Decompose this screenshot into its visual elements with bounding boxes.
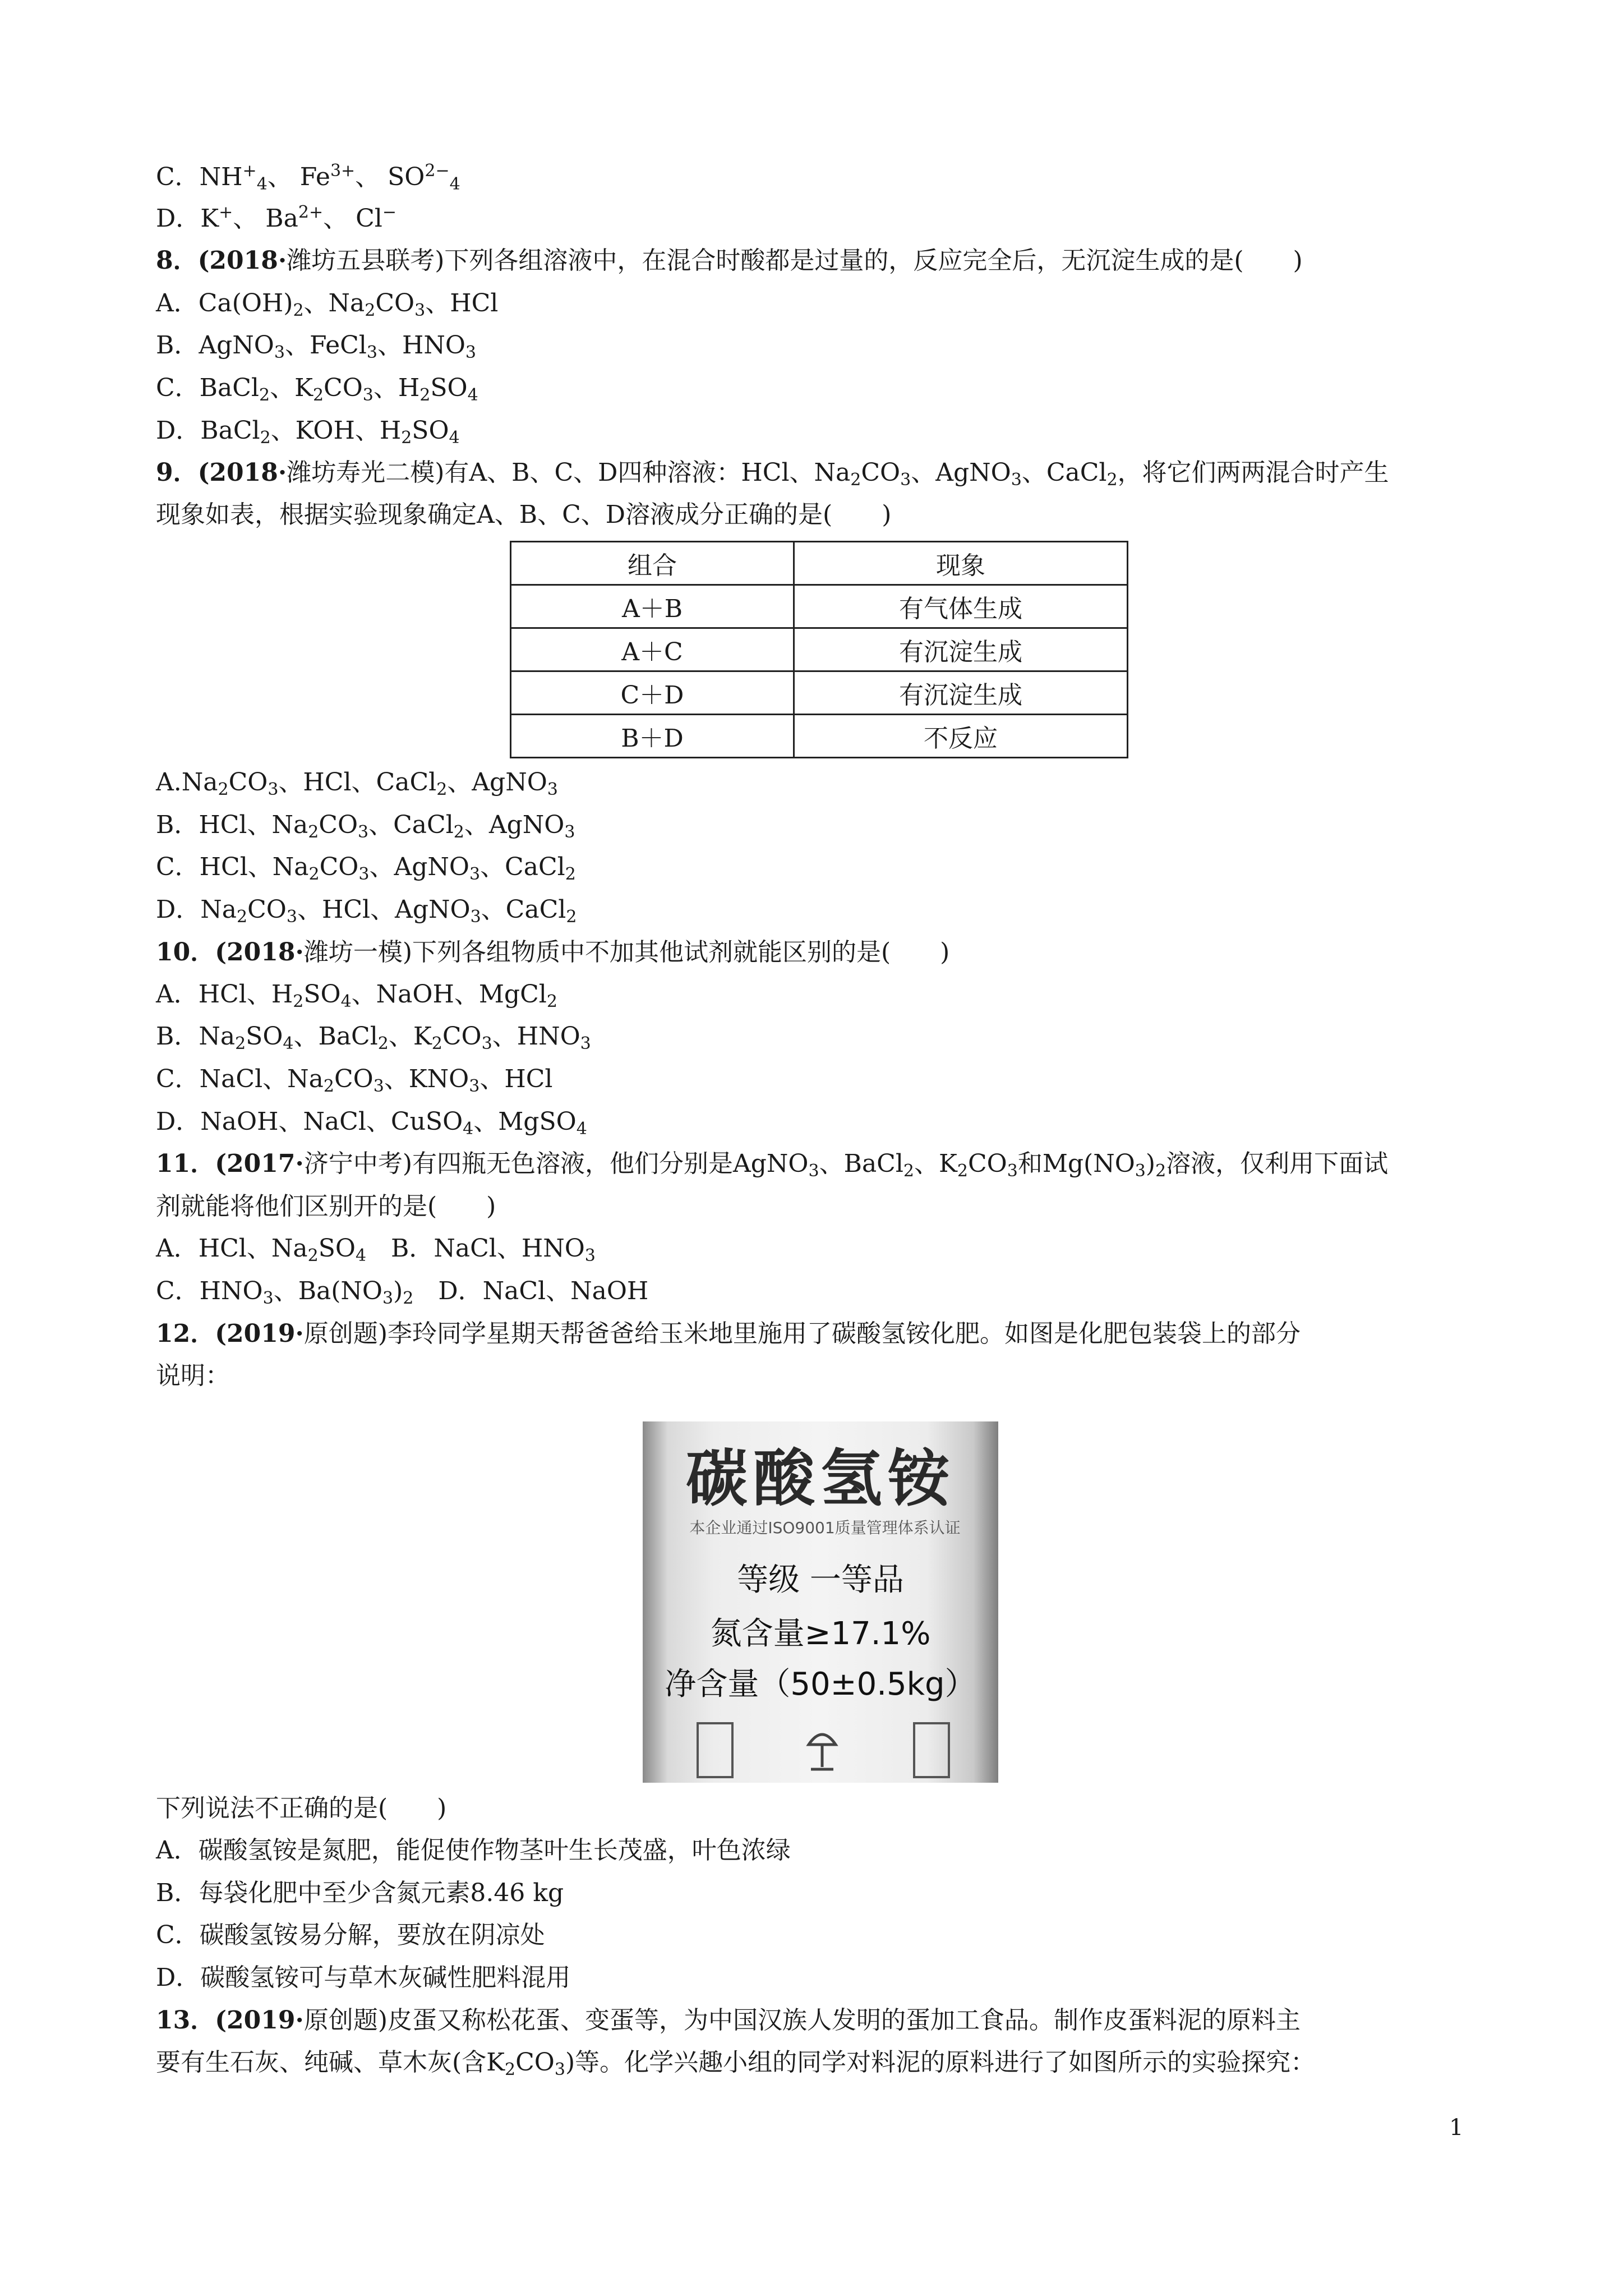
text-line: B．每袋化肥中至少含氮元素8.46 kg xyxy=(156,1879,564,1907)
text-line: $A.Na_2CO_3$、HCl、CaCl$_2$、AgNO$_3$ xyxy=(156,768,558,799)
text-line: A．HCl、$H_2SO_4$、NaOH、MgCl$_2$ xyxy=(156,980,557,1011)
text-line: 9．(2018·潍坊寿光二模)有A、B、C、D四种溶液：HCl、$Na_2CO_3$、AgNO$_3$、CaCl$_2$，将它们两两混合时产生 xyxy=(156,458,1389,490)
bag-nitrogen: 氮含量≥17.1% xyxy=(710,1616,931,1652)
text-line: 11．(2017·济宁中考)有四瓶无色溶液，他们分别是AgNO$_3$、BaCl$_2$、$K_2CO_3$和$Mg(NO_3)_2$溶液，仅利用下面试 xyxy=(156,1149,1389,1181)
bag-net-weight: 净含量（50±0.5kg） xyxy=(665,1666,976,1703)
text-line: 8．(2018·潍坊五县联考)下列各组溶液中，在混合时酸都是过量的，反应完全后，无沉淀生成的是( ) xyxy=(156,246,1303,275)
table-row xyxy=(511,671,1128,715)
table-header-cell: 现象 xyxy=(794,542,1128,585)
text-line: 现象如表，根据实验现象确定A、B、C、D溶液成分正确的是( ) xyxy=(156,500,892,529)
text-line: 要有生石灰、纯碱、草木灰(含$K_2CO_3$)等。化学兴趣小组的同学对料泥的原料进行了如图所示的实验探究： xyxy=(156,2048,1316,2079)
table-cell: 不反应 xyxy=(794,715,1128,758)
table-cell: 有沉淀生成 xyxy=(794,628,1128,671)
bag-certification: 本企业通过ISO9001质量管理体系认证 xyxy=(689,1519,961,1537)
table-header-cell: 组合 xyxy=(511,542,794,585)
bag-grade: 等级 一等品 xyxy=(737,1562,904,1598)
text-line: 下列说法不正确的是( ) xyxy=(156,1794,447,1823)
table-row xyxy=(511,585,1128,628)
bag-title: 碳酸氢铵 xyxy=(686,1443,955,1515)
text-line: 说明： xyxy=(156,1361,230,1390)
text-line: C．HCl、$Na_2CO_3$、AgNO$_3$、CaCl$_2$ xyxy=(156,853,576,884)
keep-dry-icon xyxy=(697,1722,734,1778)
table-cell: 有气体生成 xyxy=(794,585,1128,628)
text-line: 剂就能将他们区别开的是( ) xyxy=(156,1192,496,1221)
text-line: D．K+、 $Ba^{2+}$、 Cl− xyxy=(156,203,396,233)
umbrella-icon xyxy=(805,1722,838,1774)
text-line: C．NaCl、$Na_2CO_3$、$KNO_3$、HCl xyxy=(156,1065,553,1096)
text-line: C．碳酸氢铵易分解，要放在阴凉处 xyxy=(156,1921,545,1949)
text-line: C．BaCl$_2$、$K_2CO_3$、$H_2SO_4$ xyxy=(156,374,478,405)
text-line: B．AgNO$_3$、FeCl$_3$、$HNO_3$ xyxy=(156,331,476,362)
table-cell: C＋D xyxy=(511,671,794,715)
reaction-table xyxy=(510,541,1128,758)
table-header-row xyxy=(511,542,1128,585)
table-cell: A＋B xyxy=(511,585,794,628)
text-line: A．$Ca(OH)_2$、$Na_2CO_3$、HCl xyxy=(156,289,499,320)
text-line: B．$Na_2SO_4$、BaCl$_2$、$K_2CO_3$、$HNO_3$ xyxy=(156,1022,591,1053)
fertilizer-bag-photo xyxy=(643,1421,998,1783)
text-line: C．$HNO_3$、$Ba(NO_3)_2$ D．NaCl、NaOH xyxy=(156,1277,649,1308)
table-cell: 有沉淀生成 xyxy=(794,671,1128,715)
text-line: D．碳酸氢铵可与草木灰碱性肥料混用 xyxy=(156,1963,571,1992)
table-cell: A＋C xyxy=(511,628,794,671)
text-line: C．$NH^+_4$、 $Fe^{3+}$、 $SO^{2-}_4$ xyxy=(156,161,460,194)
text-line: A．HCl、$Na_2SO_4$ B．NaCl、$HNO_3$ xyxy=(156,1234,596,1266)
table-row xyxy=(511,715,1128,758)
text-line: 12．(2019·原创题)李玲同学星期天帮爸爸给玉米地里施用了碳酸氢铵化肥。如图是化肥包装袋上的部分 xyxy=(156,1319,1301,1348)
page-number: 1 xyxy=(1449,2115,1464,2141)
text-line: A．碳酸氢铵是氮肥，能促使作物茎叶生长茂盛，叶色浓绿 xyxy=(156,1836,791,1865)
table-cell: B＋D xyxy=(511,715,794,758)
text-line: D．$Na_2CO_3$、HCl、AgNO$_3$、CaCl$_2$ xyxy=(156,895,577,927)
text-line: D．NaOH、NaCl、CuSO$_4$、MgSO$_4$ xyxy=(156,1107,587,1139)
text-line: D．BaCl$_2$、KOH、$H_2SO_4$ xyxy=(156,416,460,448)
handling-icon xyxy=(913,1722,950,1778)
table-row xyxy=(511,628,1128,671)
text-line: B．HCl、$Na_2CO_3$、CaCl$_2$、AgNO$_3$ xyxy=(156,811,575,842)
text-line: 10．(2018·潍坊一模)下列各组物质中不加其他试剂就能区别的是( ) xyxy=(156,938,950,967)
text-line: 13．(2019·原创题)皮蛋又称松花蛋、变蛋等，为中国汉族人发明的蛋加工食品。制作皮蛋料泥的原料主 xyxy=(156,2006,1301,2035)
